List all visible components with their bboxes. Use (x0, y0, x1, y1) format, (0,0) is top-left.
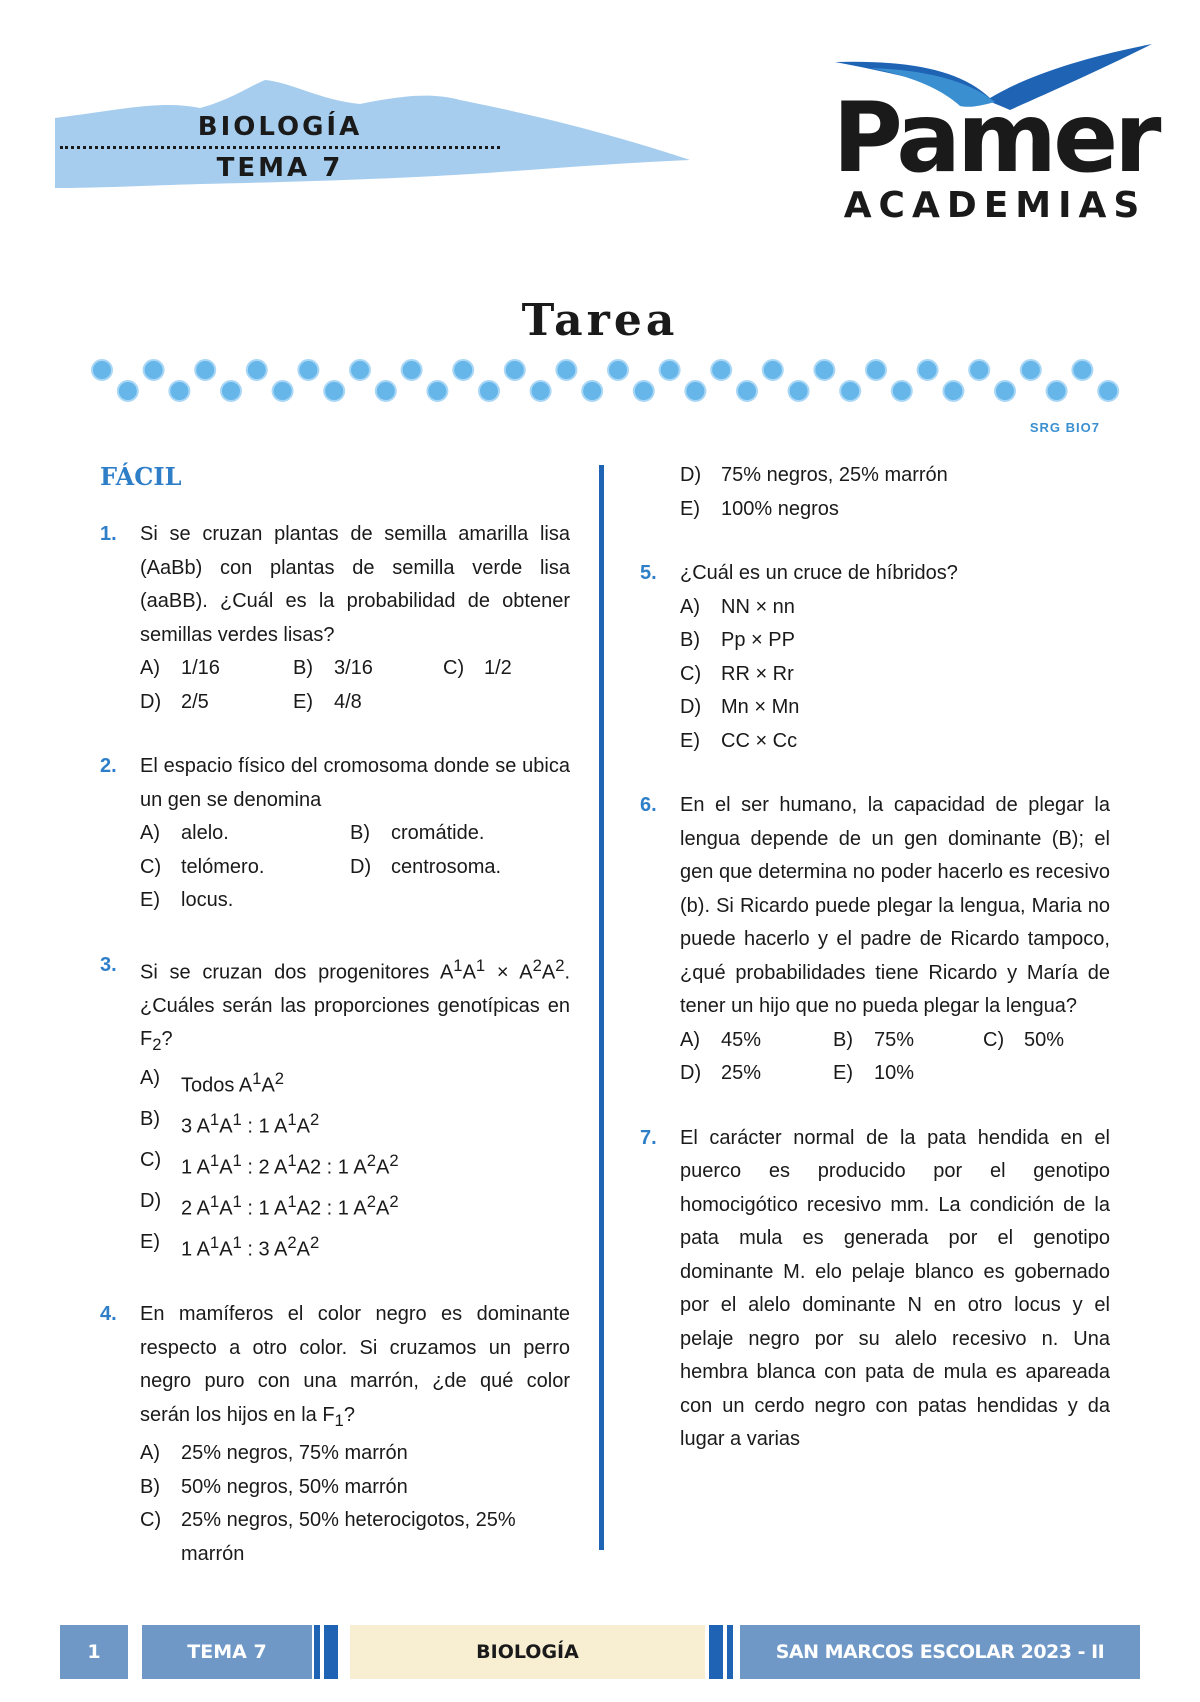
decorative-bead-chain (90, 355, 1120, 410)
question-text: En el ser humano, la capacidad de plegar la lengua depende de un gen dominante (B); el gen que determina no poder hacerlo es recesivo (b). Si Ricardo puede plegar la lengua, Maria no puede hacerlo y el padre de Ricardo tampoco, ¿qué probabilidades tiene Ricardo y María de tener un hijo que no pueda plegar la lengua? (680, 794, 1110, 1017)
bead (789, 381, 809, 401)
bead (737, 381, 757, 401)
bead (582, 381, 602, 401)
bead (505, 360, 525, 380)
question-text: Si se cruzan plantas de semilla amarilla lisa (AaBb) con plantas de semilla verde lisa (aaBB). ¿Cuál es la probabilidad de obtener semillas verdes lisas? (140, 523, 570, 646)
logo-name: Pamer (832, 82, 1158, 194)
question-number: 4. (100, 1303, 117, 1326)
bead (195, 360, 215, 380)
bead (995, 381, 1015, 401)
option-a[interactable]: A) 1/16 (140, 657, 220, 679)
bead (144, 360, 164, 380)
bead (273, 381, 293, 401)
option-d[interactable]: D) 2 $A^1A^1$ : 1 $A^1A2$ : 1 $A^2A^2$ (140, 1190, 399, 1220)
bead (918, 360, 938, 380)
option-c[interactable]: C) 1/2 (443, 657, 512, 679)
option-e[interactable]: E) 1 $A^1A^1$ : 3 $A^2A^2$ (140, 1231, 320, 1261)
bead (866, 360, 886, 380)
option-b[interactable]: B) 3/16 (293, 657, 373, 679)
bead (1098, 381, 1118, 401)
bead (711, 360, 731, 380)
footer-separator (314, 1625, 320, 1679)
question-number: 2. (100, 755, 117, 777)
banner-subject: BIOLOGÍA (197, 112, 363, 142)
column-divider (599, 465, 604, 1550)
bead (634, 381, 654, 401)
bead (763, 360, 783, 380)
question-2 (100, 750, 570, 918)
footer-topic: TEMA 7 (142, 1625, 312, 1679)
bead (221, 381, 241, 401)
question-4 (100, 1298, 570, 1571)
footer-separator (727, 1625, 733, 1679)
option-c[interactable]: C) 25% negros, 50% heterocigotos, 25% marrón (140, 1509, 516, 1565)
bead (376, 381, 396, 401)
option-d[interactable]: D) 75% negros, 25% marrón (680, 464, 948, 486)
option-a[interactable]: A) 25% negros, 75% marrón (140, 1442, 408, 1465)
question-number: 6. (640, 794, 657, 816)
bead (943, 381, 963, 401)
bead (1021, 360, 1041, 380)
question-3 (100, 949, 570, 1268)
question-text: El espacio físico del cromosoma donde se ubica un gen se denomina (140, 755, 570, 811)
option-e[interactable]: E) 100% negros (680, 497, 839, 520)
question-text: El carácter normal de la pata hendida en el puerco es producido por el genotipo homocigótico recesivo mm. La condición de la pata mula es generada por el genotipo dominante M. elo pelaje blanco es gobernado por el alelo dominante N en otro locus y el pelaje negro por su alelo recesivo n. Una hembra blanca con pata de mula es apareada con un cerdo negro con patas hendidas y da lugar a varias (680, 1126, 1110, 1450)
pamer-logo (830, 40, 1160, 240)
bead (840, 381, 860, 401)
banner-topic: TEMA 7 (216, 153, 344, 183)
difficulty-level: FÁCIL (100, 462, 182, 491)
question-number: 5. (640, 562, 657, 584)
footer-separator (324, 1625, 338, 1679)
option-a[interactable]: A) alelo. (140, 822, 229, 844)
footer-separator (709, 1625, 723, 1679)
bead (118, 381, 138, 401)
option-b[interactable]: B) 75% (833, 1028, 915, 1051)
document-code: SRG BIO7 (1029, 420, 1100, 435)
option-c[interactable]: C) 1 $A^1A^1$ : 2 $A^1A2$ : 1 $A^2A^2$ (140, 1148, 399, 1179)
option-c[interactable]: C) 50% (983, 1028, 1065, 1051)
bead (608, 360, 628, 380)
right-column (640, 459, 1110, 1457)
option-d[interactable]: D) centrosoma. (350, 855, 502, 878)
options (140, 652, 570, 719)
bead (247, 360, 267, 380)
question-4-continued (640, 459, 1110, 526)
option-a[interactable]: A) 45% (680, 1028, 762, 1051)
option-b[interactable]: B) 3 $A^1A^1$ : 1 $A^1A^2$ (140, 1107, 320, 1138)
bead (453, 360, 473, 380)
question-text: En mamíferos el color negro es dominante respecto a otro color. Si cruzamos un perro negro puro con una marrón, ¿de qué color serán los hijos en la $F_1$? (140, 1303, 570, 1430)
bead (402, 360, 422, 380)
question-number: 3. (100, 953, 117, 976)
option-b[interactable]: B) 50% negros, 50% marrón (140, 1475, 408, 1498)
bead (892, 381, 912, 401)
bead (814, 360, 834, 380)
bead (685, 381, 705, 401)
question-7 (640, 1122, 1110, 1457)
option-b[interactable]: B) cromátide. (350, 822, 485, 844)
bead (969, 360, 989, 380)
question-number: 1. (100, 523, 117, 545)
footer-school: SAN MARCOS ESCOLAR 2023 - II (740, 1625, 1140, 1679)
option-e[interactable]: E) CC × Cc (680, 729, 798, 752)
bead (350, 360, 370, 380)
option-d[interactable]: D) Mn × Mn (680, 696, 800, 718)
bead (324, 381, 344, 401)
footer-subject: BIOLOGÍA (350, 1625, 705, 1679)
options (680, 1024, 1110, 1091)
bead (427, 381, 447, 401)
options (140, 817, 570, 918)
footer-page-number: 1 (60, 1625, 128, 1679)
option-a[interactable]: A) NN × nn (680, 595, 795, 618)
option-a[interactable]: A) Todos $A^1A^2$ (140, 1066, 285, 1097)
page-footer (60, 1625, 1140, 1679)
question-6 (640, 789, 1110, 1091)
option-b[interactable]: B) Pp × PP (680, 629, 795, 651)
bead (1047, 381, 1067, 401)
option-e[interactable]: E) 4/8 (293, 690, 362, 713)
question-number: 7. (640, 1126, 657, 1149)
banner-dotted-rule (60, 146, 500, 149)
bead (298, 360, 318, 380)
left-column (100, 462, 570, 1571)
question-text: Si se cruzan dos progenitores $A^1A^1 \times A^2A^2$. ¿Cuáles serán las proporciones genotípicas en $F_2$? (140, 955, 571, 1055)
logo-subtitle: ACADEMIAS (843, 185, 1147, 226)
header-banner-text (60, 110, 500, 183)
question-text: ¿Cuál es un cruce de híbridos? (680, 562, 958, 584)
option-c[interactable]: C) RR × Rr (680, 662, 794, 685)
bead (169, 381, 189, 401)
bead (92, 360, 112, 380)
options (140, 1062, 570, 1268)
bead (660, 360, 680, 380)
question-5 (640, 557, 1110, 758)
page-title: Tarea (521, 295, 679, 346)
bead (1072, 360, 1092, 380)
question-1 (100, 518, 570, 719)
bead (531, 381, 551, 401)
option-c[interactable]: C) telómero. (140, 855, 265, 878)
option-e[interactable]: E) locus. (140, 889, 234, 911)
option-d[interactable]: D) 25% (680, 1062, 762, 1084)
bead (556, 360, 576, 380)
option-d[interactable]: D) 2/5 (140, 690, 209, 713)
bead (479, 381, 499, 401)
option-e[interactable]: E) 10% (833, 1062, 915, 1084)
